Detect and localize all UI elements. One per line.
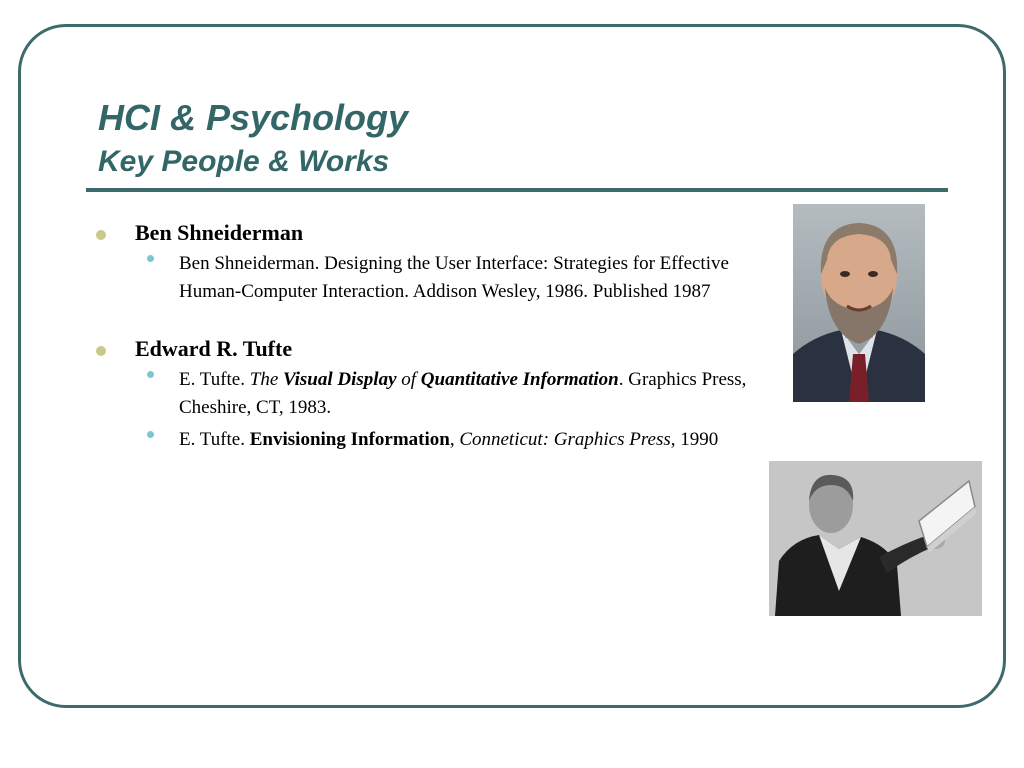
reference-separator: ,	[449, 429, 460, 450]
reference-suffix: . Graphics Press, Cheshire, CT, 1983.	[179, 369, 747, 418]
reference-prefix: E. Tufte.	[179, 429, 250, 450]
reference-item	[96, 366, 766, 422]
shneiderman-photo	[793, 204, 925, 402]
reference-text: Ben Shneiderman. Designing the User Interface: Strategies for Effective Human-Computer Interaction. Addison Wesley, 1986. Published 1987	[179, 253, 729, 302]
portrait-image	[769, 461, 982, 616]
reference-prefix: E. Tufte.	[179, 369, 250, 390]
person-name: Ben Shneiderman	[135, 220, 304, 245]
slide-content	[96, 218, 766, 458]
bullet-item-tufte	[96, 334, 766, 364]
reference-title: Envisioning Information	[249, 429, 450, 450]
bullet-dot-icon	[96, 346, 106, 356]
reference-title-part: Quantitative Information	[420, 369, 619, 390]
person-name: Edward R. Tufte	[135, 336, 293, 361]
reference-publisher: Conneticut: Graphics Press	[459, 429, 671, 450]
slide-title: HCI & Psychology	[98, 97, 409, 138]
reference-suffix: , 1990	[670, 429, 719, 450]
sub-bullet-dot-icon	[147, 371, 154, 378]
reference-title-part: Visual Display	[283, 369, 397, 390]
reference-item	[96, 250, 766, 306]
tufte-photo	[769, 461, 982, 616]
sub-bullet-dot-icon	[147, 255, 154, 262]
bullet-dot-icon	[96, 230, 106, 240]
reference-word-of: of	[401, 369, 417, 390]
title-divider	[86, 188, 948, 192]
reference-word-the: The	[249, 369, 279, 390]
reference-item	[96, 426, 766, 454]
bullet-item-shneiderman	[96, 218, 766, 248]
sub-bullet-dot-icon	[147, 431, 154, 438]
tufte-works	[96, 366, 766, 454]
slide-subtitle: Key People & Works	[98, 145, 390, 178]
shneiderman-works	[96, 250, 766, 306]
portrait-image	[793, 204, 925, 402]
